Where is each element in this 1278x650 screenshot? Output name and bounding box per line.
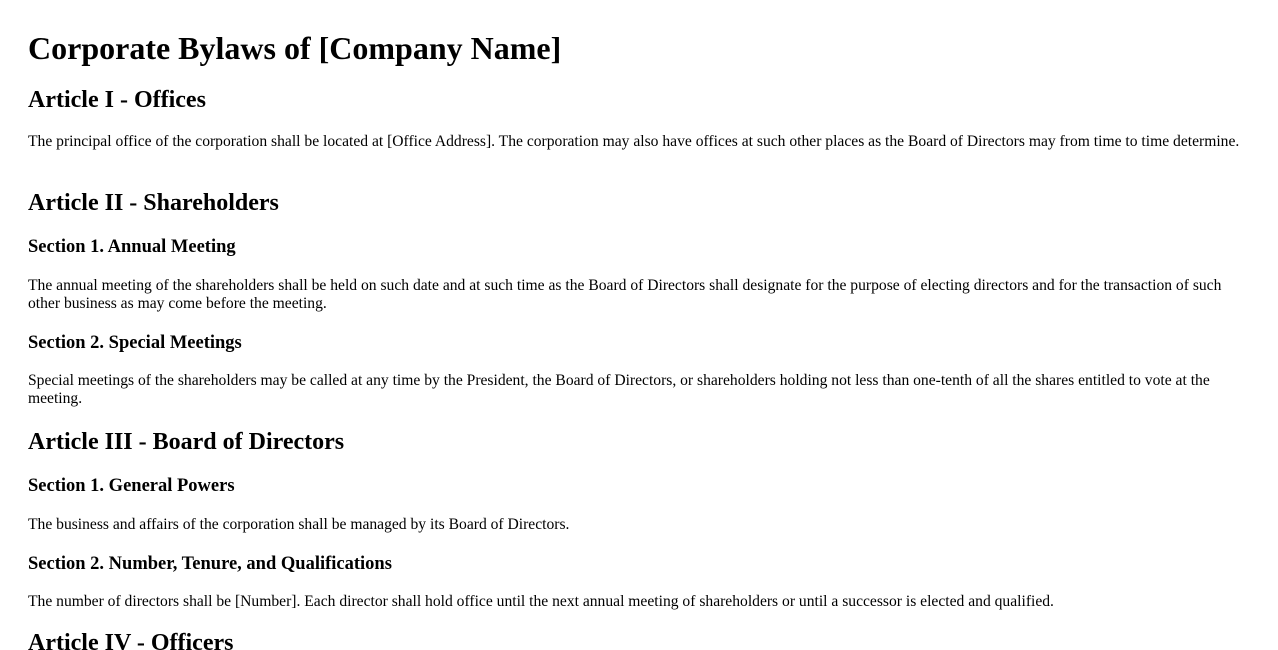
- article-2-heading: Article II - Shareholders: [28, 190, 279, 216]
- article-2-section-2-body: Special meetings of the shareholders may be called at any time by the President, the Board of Directors, or shareholders holding not less than one-tenth of all the shares entitled to vote at the meeting.: [28, 372, 1210, 407]
- article-1-heading: Article I - Offices: [28, 87, 206, 113]
- article-1-body: The principal office of the corporation shall be located at [Office Address]. The corporation may also have offices at such other places as the Board of Directors may from time to time determine.: [28, 133, 1240, 150]
- article-3-heading: Article III - Board of Directors: [28, 429, 345, 455]
- document-title: Corporate Bylaws of [Company Name]: [28, 30, 562, 66]
- article-3-section-1-heading: Section 1. General Powers: [28, 476, 235, 496]
- article-3-section-2-heading: Section 2. Number, Tenure, and Qualifications: [28, 554, 392, 574]
- article-4-heading: Article IV - Officers: [28, 630, 234, 650]
- article-2-section-1-heading: Section 1. Annual Meeting: [28, 237, 236, 257]
- article-2-section-1-body: The annual meeting of the shareholders shall be held on such date and at such time as the Board of Directors shall designate for the purpose of electing directors and for the transaction of such other business as may come before the meeting.: [28, 277, 1222, 312]
- article-3-section-2-body: The number of directors shall be [Number]. Each director shall hold office until the next annual meeting of shareholders or until a successor is elected and qualified.: [28, 593, 1054, 610]
- article-3-section-1-body: The business and affairs of the corporation shall be managed by its Board of Directors.: [28, 516, 570, 533]
- article-2-section-2-heading: Section 2. Special Meetings: [28, 333, 242, 353]
